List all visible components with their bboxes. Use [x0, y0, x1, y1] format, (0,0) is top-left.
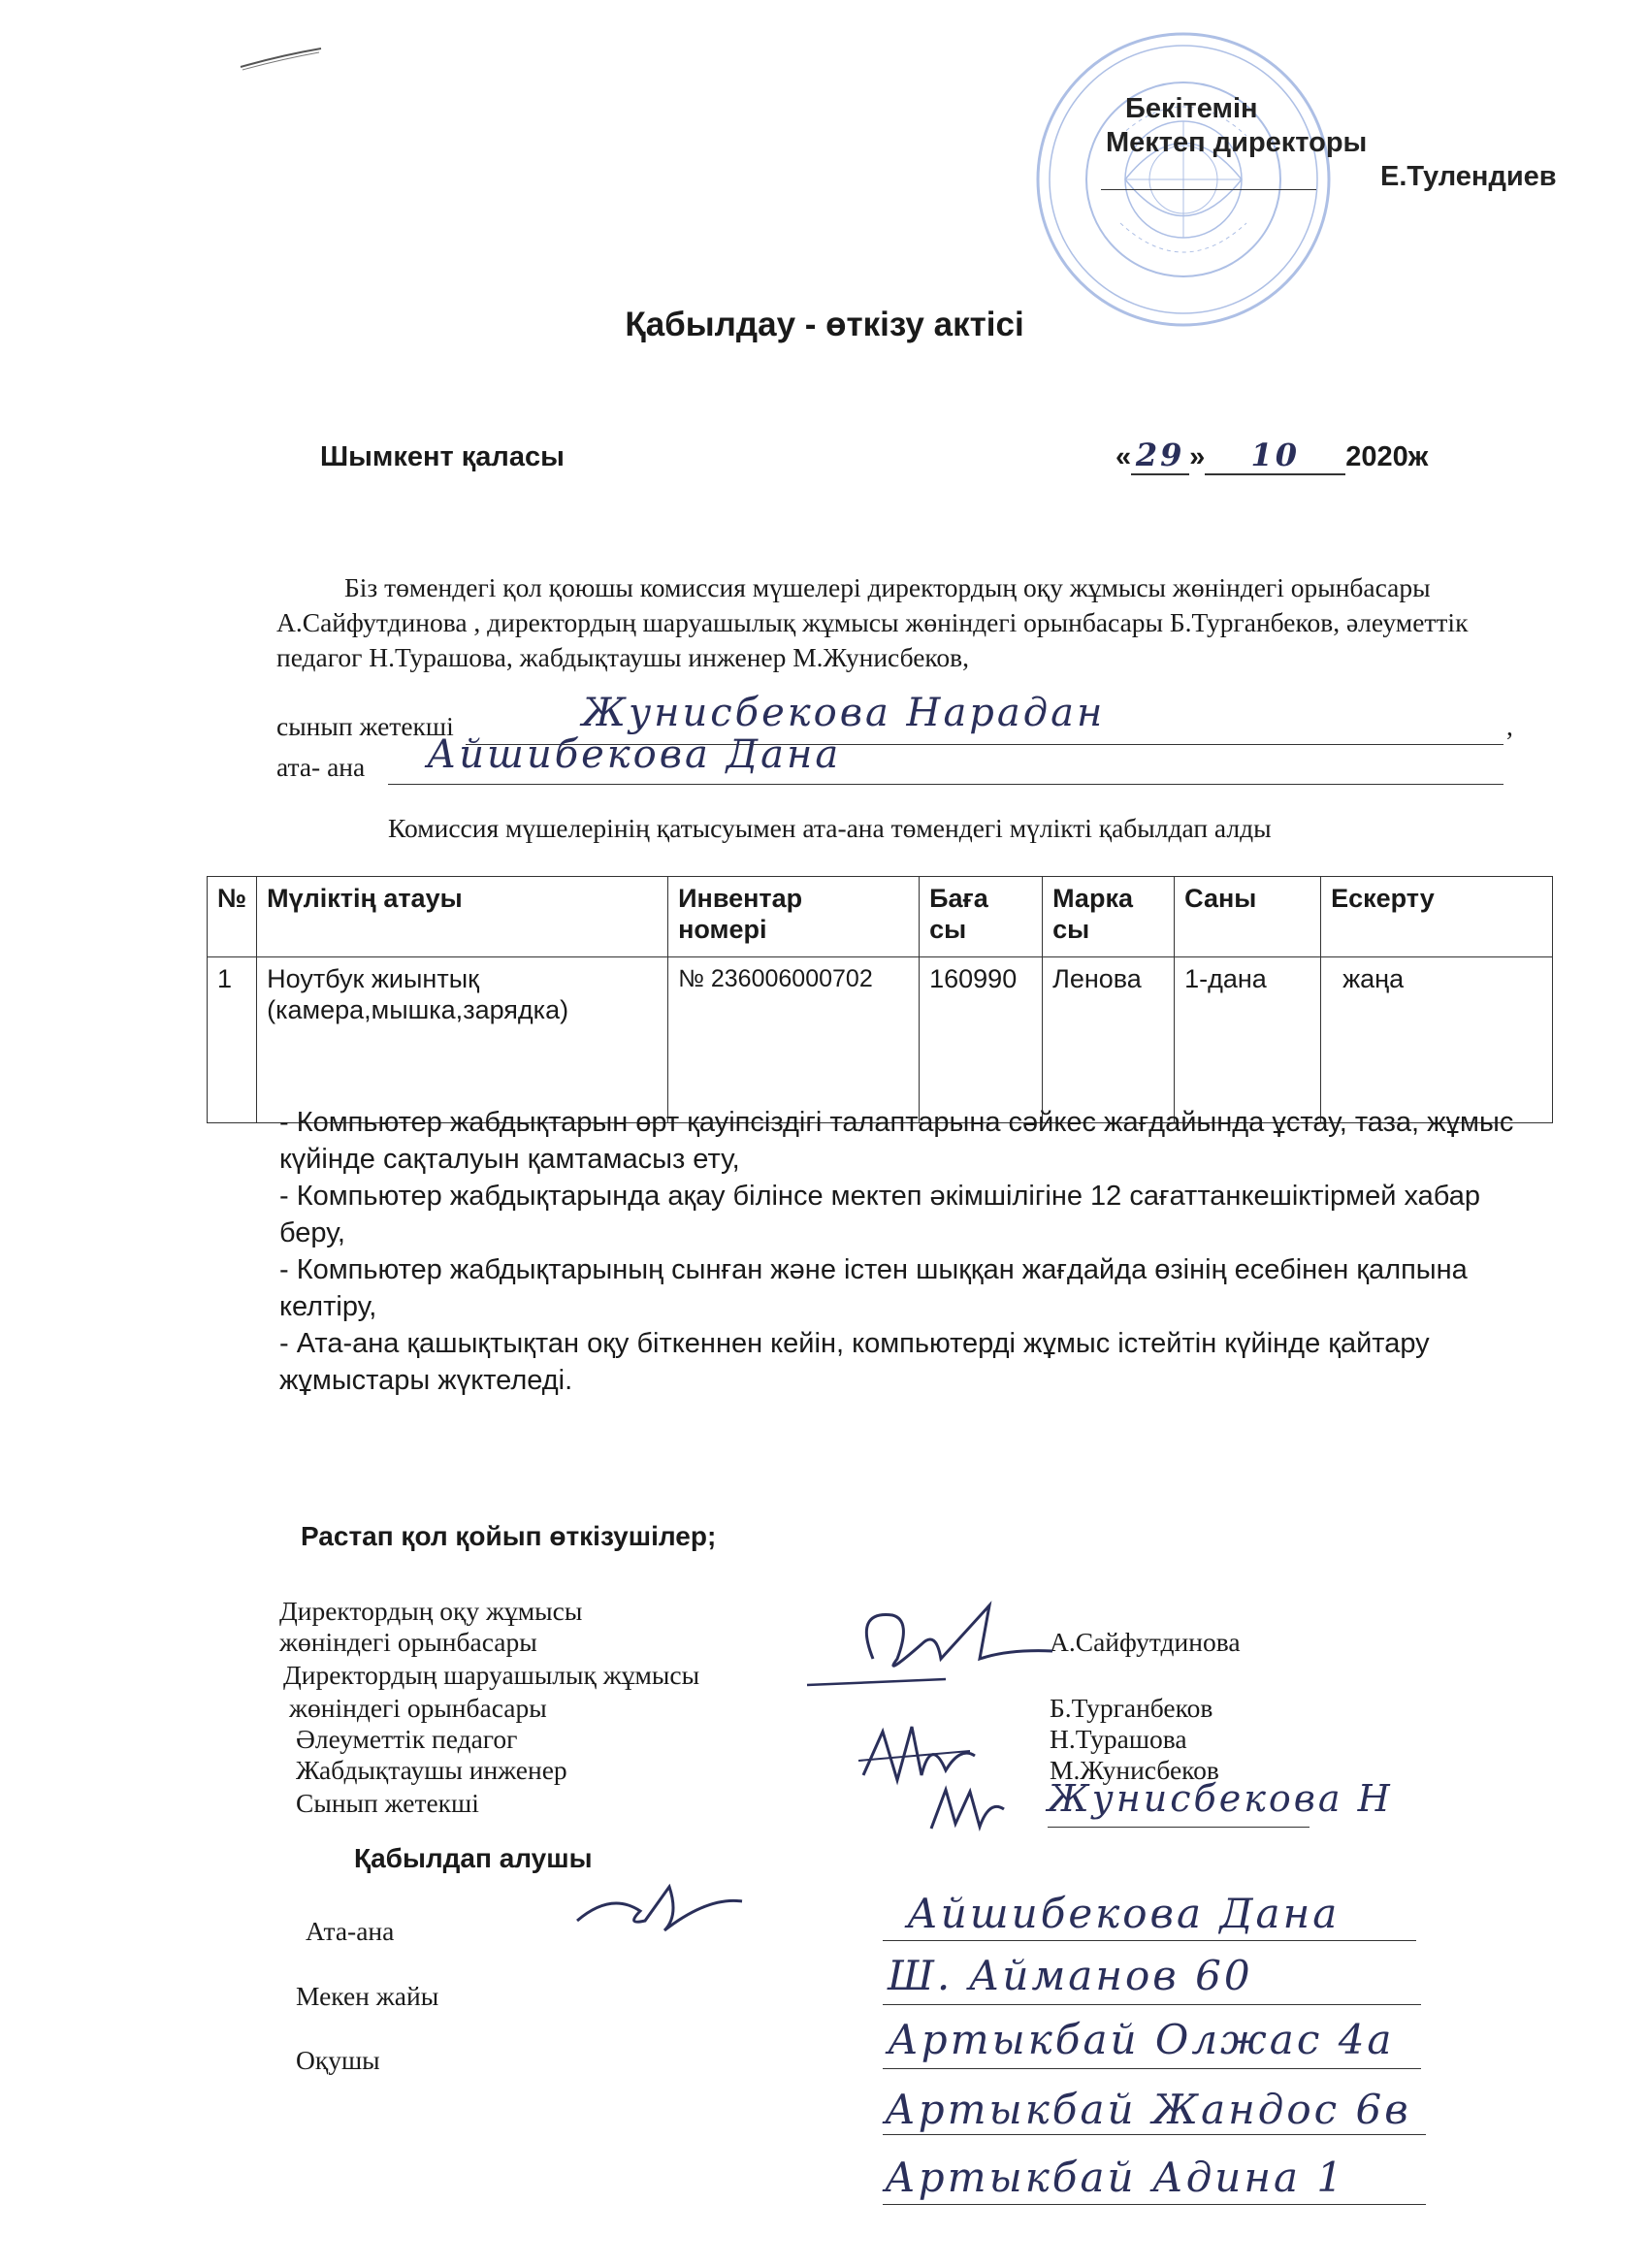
col-header-note: Ескерту	[1321, 877, 1553, 957]
inventory-table	[207, 876, 1553, 1123]
parent-handwritten: Айшибекова Дана	[427, 732, 842, 777]
intro-text: Біз төмендегі қол қоюшы комиссия мүшелері директордың оқу жұмысы жөніндегі орынбасары А.Сайфутдинова , директордың шаруашылық жұмысы жөніндегі орынбасары Б.Турганбеков, әлеуметтік педагог Н.Турашова, жабдықтаушы инженер М.Жунисбеков,	[276, 572, 1469, 672]
receiver-student1-handwritten: Артыкбай Олжас 4а	[888, 2016, 1395, 2063]
deputy-edu-label-2: жөніндегі орынбасары	[279, 1627, 537, 1657]
director-signature-line	[1101, 189, 1316, 190]
class-teacher-comma: ,	[1506, 711, 1513, 741]
signature-zhunisbekov-icon	[922, 1780, 1009, 1838]
date-quote-open: «	[1116, 441, 1132, 472]
receiver-student2-handwritten: Артыкбай Жандос 6в	[885, 2086, 1411, 2133]
col-header-price: Баға сы	[920, 877, 1043, 957]
class-teacher-sig-label: Сынып жетекші	[296, 1788, 479, 1818]
deputy-eco-label-1: Директордың шаруашылық жұмысы	[283, 1660, 700, 1690]
cell-note: жаңа	[1321, 957, 1553, 1123]
signatory-name-saifutdinova: А.Сайфутдинова	[1050, 1627, 1241, 1657]
deputy-edu-label-1: Директордың оқу жұмысы	[279, 1596, 583, 1626]
engineer-label: Жабдықтаушы инженер	[296, 1755, 567, 1785]
cell-inventory: № 236006000702	[668, 957, 920, 1123]
social-pedagogue-label: Әлеуметтік педагог	[296, 1724, 518, 1754]
receiver-title: Қабылдап алушы	[354, 1843, 593, 1873]
receiver-student3-line	[883, 2204, 1426, 2205]
receiver-signature-icon	[572, 1877, 747, 1945]
class-teacher-handwritten: Жунисбекова Нарадан	[582, 691, 1106, 735]
date-quote-close: »	[1189, 441, 1206, 472]
parent-label: ата- ана	[276, 752, 366, 782]
table-row	[208, 957, 1553, 1123]
signatory-name-turashova: Н.Турашова	[1050, 1724, 1187, 1754]
document-date	[1116, 437, 1428, 475]
col-header-name: Мүліктің атауы	[257, 877, 668, 957]
receiver-parent-label: Ата-ана	[306, 1916, 395, 1946]
receiver-student1-line	[883, 2068, 1421, 2069]
director-name: Е.Тулендиев	[1380, 161, 1557, 192]
document-title: Қабылдау - өткізу актісі	[625, 306, 1024, 343]
col-header-inventory: Инвентар номері	[668, 877, 920, 957]
date-day: 29	[1131, 437, 1189, 475]
duty-item: - Компьютер жабдықтарында ақау білінсе мектеп әкімшілігіне 12 сағаттанкешіктірмей хабар беру,	[279, 1181, 1480, 1248]
cell-price: 160990	[920, 957, 1043, 1123]
duty-item: - Компьютер жабдықтарының сынған және істен шыққан жағдайда өзінің есебінен қалпына келтіру,	[279, 1254, 1468, 1322]
receiver-student-label: Оқушы	[296, 2045, 380, 2075]
receiver-address-label: Мекен жайы	[296, 1981, 439, 2011]
class-teacher-signature-handwritten: Жунисбекова Н	[1048, 1777, 1393, 1820]
deputy-eco-label-2: жөніндегі орынбасары	[289, 1693, 547, 1723]
cell-number: 1	[208, 957, 257, 1123]
city-label: Шымкент қаласы	[320, 441, 565, 472]
date-month: 10	[1205, 437, 1345, 475]
pen-stroke-mark	[238, 44, 325, 73]
commission-line: Комиссия мүшелерінің қатысуымен ата-ана төмендегі мүлікті қабылдап алды	[388, 813, 1272, 843]
duties-list	[279, 1104, 1550, 1399]
duty-item: - Компьютер жабдықтарын өрт қауіпсіздігі талаптарына сәйкес жағдайында ұстау, таза, жұмыс күйінде сақталуын қамтамасыз ету,	[279, 1107, 1514, 1175]
table-header-row	[208, 877, 1553, 957]
cell-name: Ноутбук жиынтық (камера,мышка,зарядка)	[257, 957, 668, 1123]
class-teacher-signature-line	[1048, 1827, 1310, 1828]
class-teacher-label: сынып жетекші	[276, 711, 454, 741]
receiver-address-line	[883, 2004, 1421, 2005]
receiver-address-handwritten: Ш. Айманов 60	[888, 1952, 1253, 1999]
cell-qty: 1-дана	[1175, 957, 1321, 1123]
parent-line	[388, 784, 1504, 785]
signature-dash-icon	[805, 1673, 951, 1693]
signatory-name-zhunisbekov: М.Жунисбеков	[1050, 1755, 1219, 1785]
cell-brand: Ленова	[1043, 957, 1175, 1123]
receiver-parent-line	[883, 1940, 1416, 1941]
date-year: 2020ж	[1345, 441, 1429, 472]
approval-position: Мектеп директоры	[1106, 127, 1368, 158]
duty-item: - Ата-ана қашықтықтан оқу біткеннен кейін, компьютерді жұмыс істейтін күйінде қайтару жұмыстары жүктеледі.	[279, 1328, 1430, 1396]
col-header-brand: Марка сы	[1043, 877, 1175, 957]
receiver-parent-handwritten: Айшибекова Дана	[907, 1890, 1341, 1937]
handover-title: Растап қол қойып өткізушілер;	[301, 1521, 717, 1551]
col-header-qty: Саны	[1175, 877, 1321, 957]
signatory-name-turganbekov: Б.Турганбеков	[1050, 1693, 1213, 1723]
approval-block	[1106, 92, 1557, 194]
col-header-number: №	[208, 877, 257, 957]
intro-paragraph	[276, 570, 1528, 675]
receiver-student2-line	[883, 2134, 1426, 2135]
signature-saifutdinova-icon	[844, 1591, 1057, 1678]
receiver-student3-handwritten: Артыкбай Адина 1	[885, 2154, 1346, 2201]
approval-heading: Бекітемін	[1125, 93, 1258, 124]
